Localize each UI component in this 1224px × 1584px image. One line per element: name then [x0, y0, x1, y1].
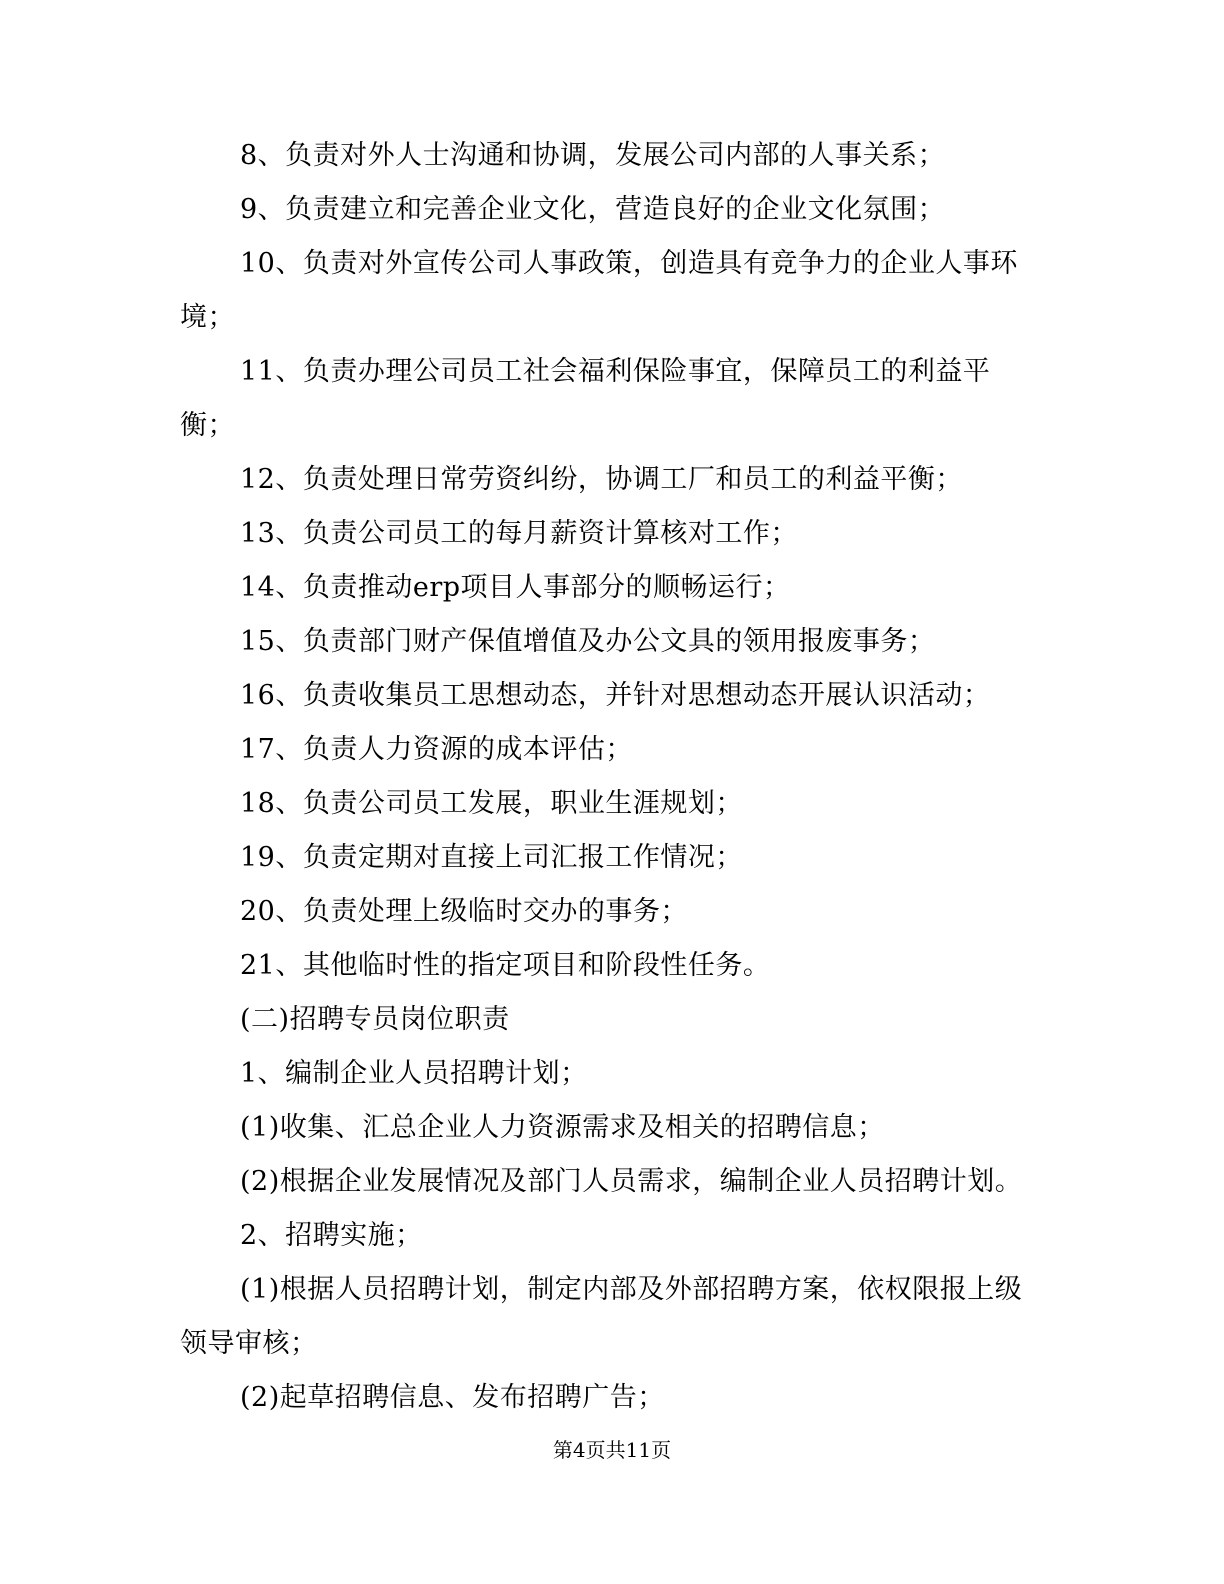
paragraph-20: 20、负责处理上级临时交办的事务； [240, 896, 688, 927]
paragraph-9: 9、负责建立和完善企业文化，营造良好的企业文化氛围； [240, 194, 946, 225]
paragraph-11: 11、负责办理公司员工社会福利保险事宜，保障员工的利益平衡； [180, 356, 991, 441]
paragraph-14: 14、负责推动erp项目人事部分的顺畅运行； [240, 572, 791, 603]
recruit-item-2-sub-2: (2)起草招聘信息、发布招聘广告； [240, 1382, 665, 1413]
recruit-item-1-sub-2: (2)根据企业发展情况及部门人员需求，编制企业人员招聘计划。 [240, 1166, 1023, 1197]
paragraph-17: 17、负责人力资源的成本评估； [240, 734, 633, 765]
paragraph-10: 10、负责对外宣传公司人事政策，创造具有竞争力的企业人事环境； [180, 248, 1018, 333]
paragraph-19: 19、负责定期对直接上司汇报工作情况； [240, 842, 743, 873]
paragraph-16: 16、负责收集员工思想动态，并针对思想动态开展认识活动； [240, 680, 991, 711]
recruit-item-2: 2、招聘实施； [240, 1220, 423, 1251]
paragraph-12: 12、负责处理日常劳资纠纷，协调工厂和员工的利益平衡； [240, 464, 963, 495]
paragraph-8: 8、负责对外人士沟通和协调，发展公司内部的人事关系； [240, 140, 946, 171]
recruit-item-2-sub-1: (1)根据人员招聘计划，制定内部及外部招聘方案，依权限报上级领导审核； [180, 1274, 1023, 1359]
paragraph-21: 21、其他临时性的指定项目和阶段性任务。 [240, 950, 771, 981]
page-number-footer: 第4页共11页 [552, 1438, 672, 1462]
recruit-item-1-sub-1: (1)收集、汇总企业人力资源需求及相关的招聘信息； [240, 1112, 885, 1143]
paragraph-18: 18、负责公司员工发展，职业生涯规划； [240, 788, 743, 819]
paragraph-13: 13、负责公司员工的每月薪资计算核对工作； [240, 518, 798, 549]
paragraph-15: 15、负责部门财产保值增值及办公文具的领用报废事务； [240, 626, 936, 657]
recruit-item-1: 1、编制企业人员招聘计划； [240, 1058, 588, 1089]
section-heading: (二)招聘专员岗位职责 [240, 1004, 510, 1035]
document-body [180, 129, 1030, 1425]
